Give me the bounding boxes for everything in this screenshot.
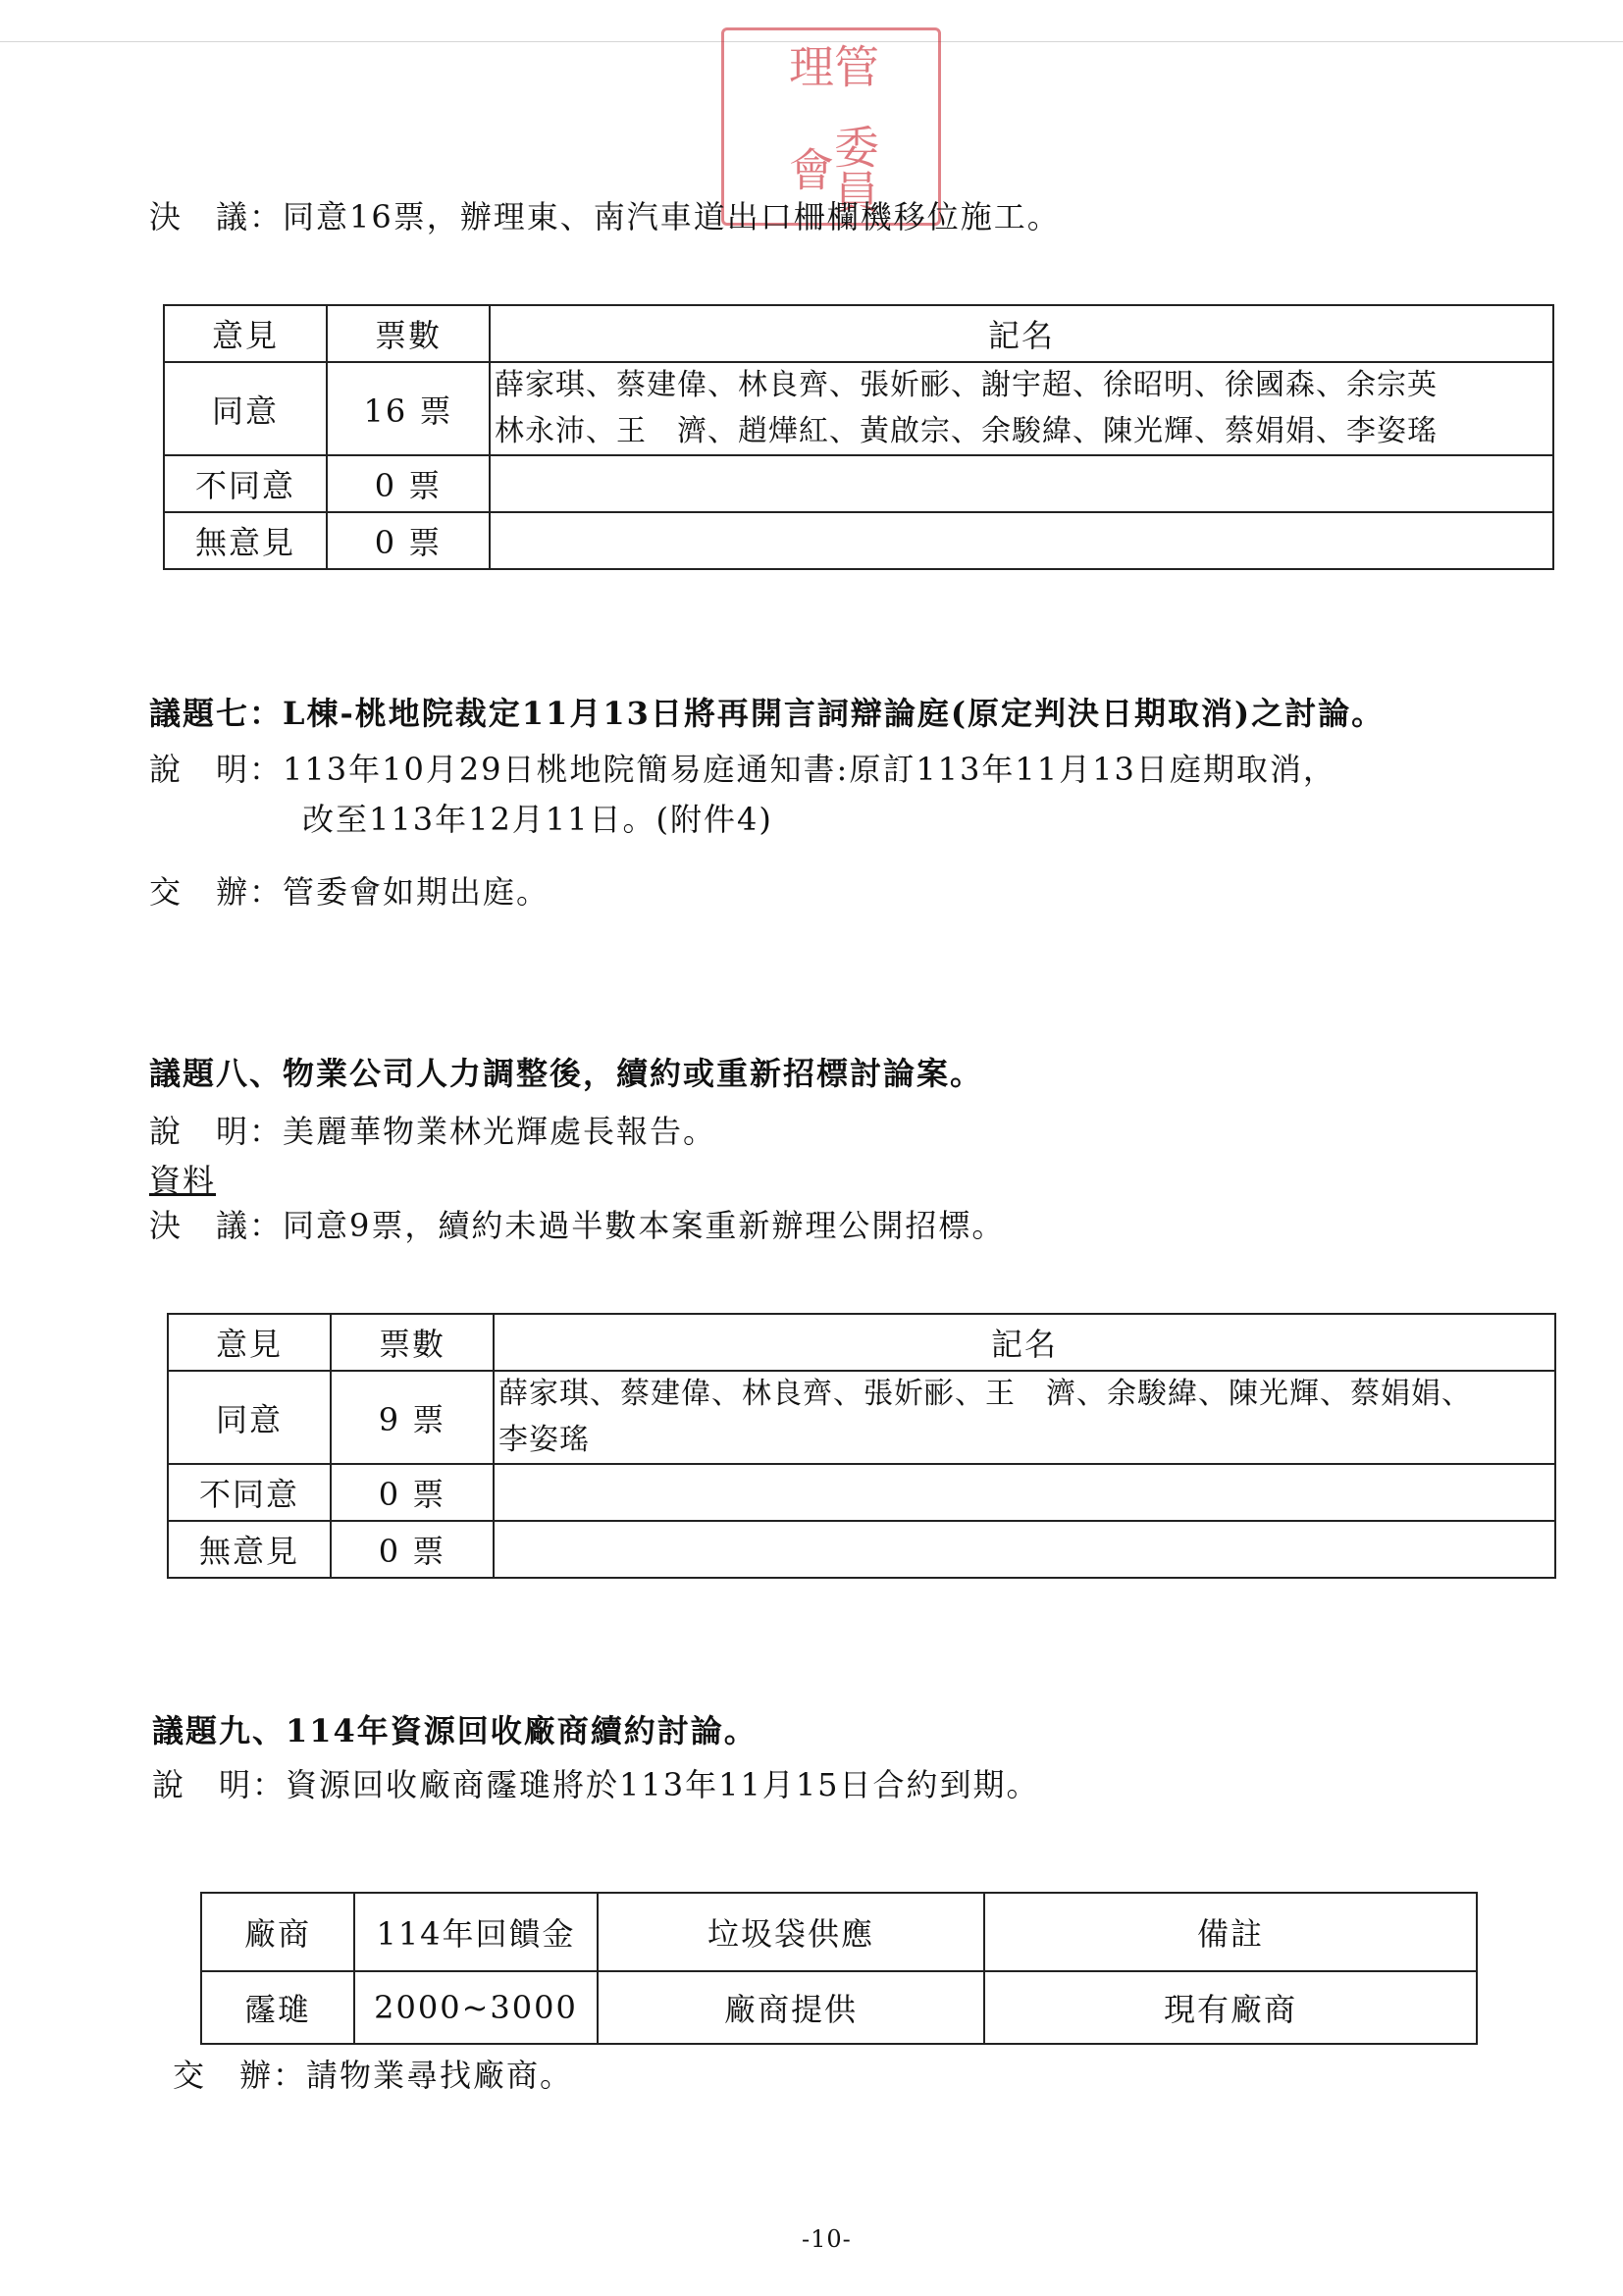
header-vendor: 廠商: [201, 1893, 354, 1971]
topic-8-decision-text: 同意9票，續約未過半數本案重新辦理公開招標。: [283, 1207, 1006, 1244]
header-garbage-bags: 垃圾袋供應: [598, 1893, 984, 1971]
table-row: [164, 512, 1553, 569]
decision-6-text: 同意16票，辦理東、南汽車道出口柵欄機移位施工。: [283, 198, 1061, 235]
table-header-row: [201, 1893, 1477, 1971]
table-header-row: [168, 1314, 1555, 1371]
names-cell: [490, 455, 1553, 512]
topic-8-desc-label: 說 明：: [149, 1113, 284, 1150]
page-number: -10-: [802, 2225, 852, 2253]
names-cell: [494, 1521, 1555, 1578]
vote-table-8: [167, 1313, 1556, 1579]
table-row: [164, 455, 1553, 512]
remarks-cell: 現有廠商: [984, 1971, 1477, 2044]
topic-7-assign-label: 交 辦：: [149, 873, 284, 911]
vendor-cell: 霳璡: [201, 1971, 354, 2044]
decision-6-label: 決 議：: [149, 198, 284, 235]
table-row: [168, 1464, 1555, 1521]
header-rebate: 114年回饋金: [354, 1893, 598, 1971]
votes-cell: 16 票: [327, 362, 490, 455]
names-cell: [494, 1371, 1555, 1464]
topic-7-desc-line1: 113年10月29日桃地院簡易庭通知書:原訂113年11月13日庭期取消，: [283, 751, 1336, 788]
garbage-bags-cell: 廠商提供: [598, 1971, 984, 2044]
votes-cell: 0 票: [327, 455, 490, 512]
topic-9-assign-label: 交 辦：: [173, 2057, 307, 2094]
names-cell: [490, 512, 1553, 569]
header-opinion: 意見: [164, 305, 327, 362]
header-votes: 票數: [331, 1314, 494, 1371]
votes-cell: 0 票: [331, 1521, 494, 1578]
topic-9-assign: [173, 2057, 573, 2094]
vendor-table: [200, 1892, 1478, 2045]
opinion-cell: 不同意: [168, 1464, 331, 1521]
topic-9-desc-text: 資源回收廠商霳璡將於113年11月15日合約到期。: [286, 1766, 1040, 1803]
topic-9-desc: [152, 1766, 1040, 1803]
topic-8-decision-label: 決 議：: [149, 1207, 284, 1244]
decision-6: [149, 198, 1061, 235]
names-cell: [494, 1464, 1555, 1521]
rebate-cell: 2000~3000: [354, 1971, 598, 2044]
names-cell: [490, 362, 1553, 455]
opinion-cell: 無意見: [164, 512, 327, 569]
votes-cell: 0 票: [331, 1464, 494, 1521]
topic-8-desc-text: 美麗華物業林光輝處長報告。: [283, 1113, 717, 1150]
table-header-row: [164, 305, 1553, 362]
topic-7-desc-line2: 改至113年12月11日。(附件4): [302, 801, 773, 838]
table-row: [164, 362, 1553, 455]
votes-cell: 0 票: [327, 512, 490, 569]
table-row: [201, 1971, 1477, 2044]
topic-7-title: 議題七：L棟-桃地院裁定11月13日將再開言詞辯論庭(原定判決日期取消)之討論。: [149, 695, 1386, 732]
topic-8-title: 議題八、物業公司人力調整後，續約或重新招標討論案。: [149, 1055, 984, 1092]
header-votes: 票數: [327, 305, 490, 362]
names-line: 薛家琪、蔡建偉、林良齊、張妡彨、王 濟、余駿緯、陳光輝、蔡娟娟、: [498, 1377, 1472, 1411]
names-line: 李姿瑤: [498, 1422, 590, 1457]
votes-cell: 9 票: [331, 1371, 494, 1464]
topic-7-desc-label: 說 明：: [149, 751, 284, 788]
names-line: 林永沛、王 濟、趙燁紅、黃啟宗、余駿緯、陳光輝、蔡娟娟、李姿瑤: [495, 413, 1438, 448]
topic-9-title: 議題九、114年資源回收廠商續約討論。: [152, 1712, 758, 1749]
header-remarks: 備註: [984, 1893, 1477, 1971]
vote-table-6: [163, 304, 1554, 570]
topic-8-material-link[interactable]: 資料: [149, 1162, 217, 1199]
opinion-cell: 不同意: [164, 455, 327, 512]
opinion-cell: 無意見: [168, 1521, 331, 1578]
topic-9-assign-text: 請物業尋找廠商。: [306, 2057, 574, 2094]
header-names: 記名: [490, 305, 1553, 362]
header-names: 記名: [494, 1314, 1555, 1371]
official-seal: 管理 委員會: [721, 27, 941, 226]
names-line: 薛家琪、蔡建偉、林良齊、張妡彨、謝宇超、徐昭明、徐國森、余宗英: [495, 368, 1438, 402]
opinion-cell: 同意: [168, 1371, 331, 1464]
opinion-cell: 同意: [164, 362, 327, 455]
topic-7-assign: [149, 873, 550, 911]
header-opinion: 意見: [168, 1314, 331, 1371]
table-row: [168, 1521, 1555, 1578]
topic-9-desc-label: 說 明：: [152, 1766, 287, 1803]
topic-8-decision: [149, 1207, 1005, 1244]
topic-7-desc: [149, 751, 1336, 788]
topic-8-desc: [149, 1113, 716, 1150]
table-row: [168, 1371, 1555, 1464]
topic-7-assign-text: 管委會如期出庭。: [283, 873, 550, 911]
